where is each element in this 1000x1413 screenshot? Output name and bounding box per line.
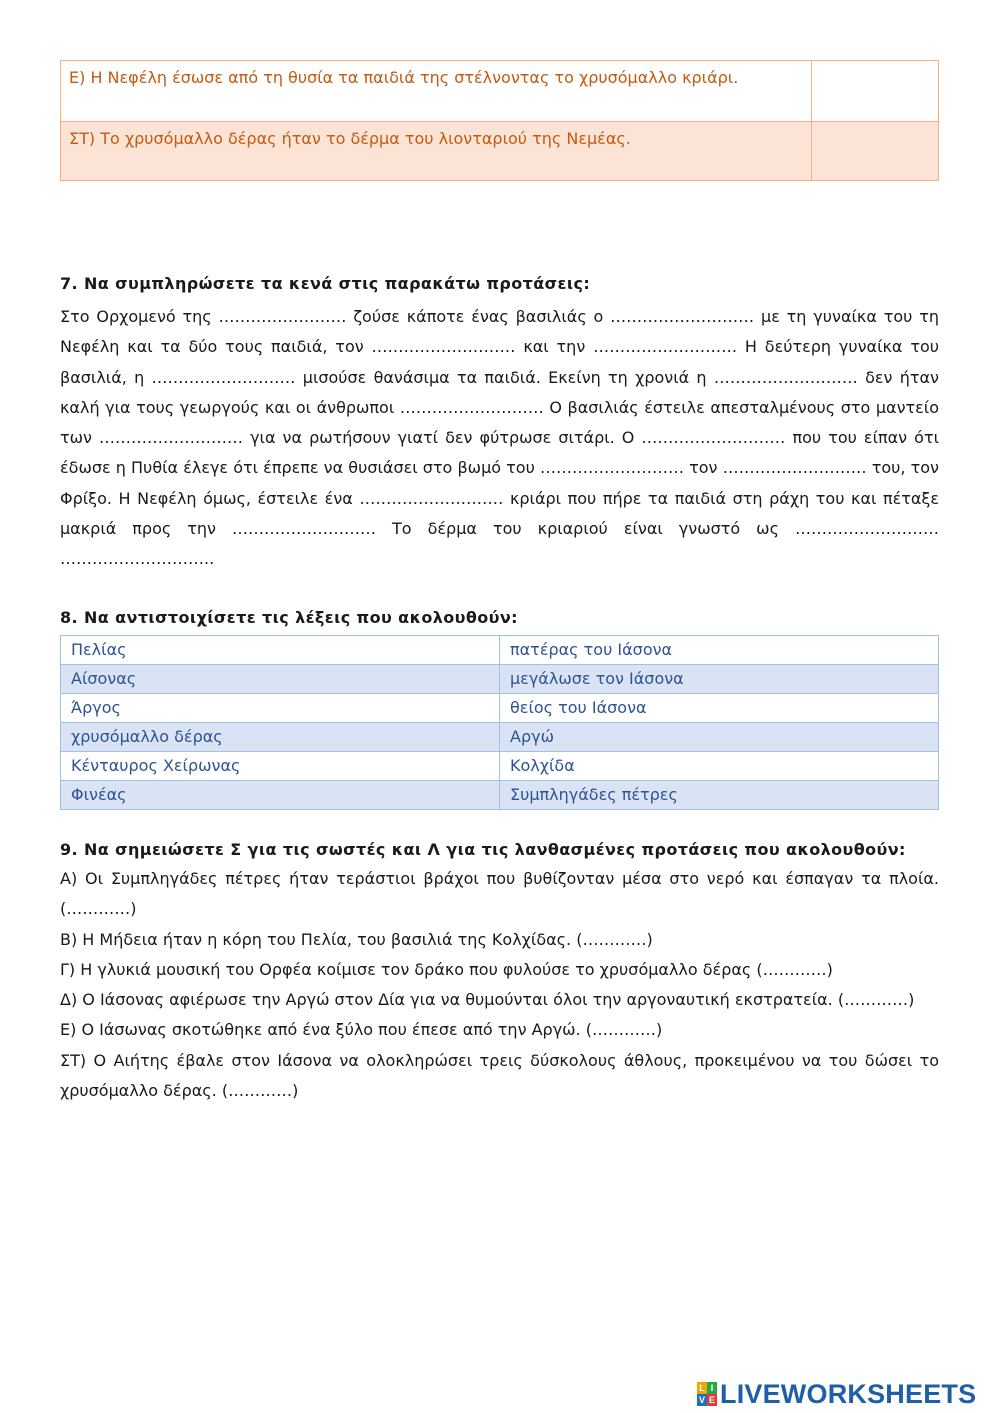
list-item: ΣΤ) Ο Αιήτης έβαλε στον Ιάσονα να ολοκληρώσει τρεις δύσκολους άθλους, προκειμένου να του δώσει το χρυσόμαλλο δέρας. (…………) <box>60 1050 939 1101</box>
match-left-cell[interactable]: Κένταυρος Χείρωνας <box>61 752 500 781</box>
answer-cell[interactable] <box>812 61 939 122</box>
logo-letter: I <box>707 1382 717 1394</box>
fill-in-blanks-text: Στο Ορχομενό της …………………… ζούσε κάποτε ένας βασιλιάς ο ……………………… με τη γυναίκα του τη Νεφέλη και τα δύο τους παιδιά, τον ……………………… και την ……………………… Η δεύτερη γυναίκα του βασιλιά, η ……………………… μισούσε θανάσιμα τα παιδιά. Εκείνη τη χρονιά η ……………………… δεν ήταν καλή για τους γεωργούς και οι άνθρωποι ……………………… Ο βασιλιάς έστειλε απεσταλμένους στο μαντείο των ……………………… για να ρωτήσουν γιατί δεν φύτρωσε σιτάρι. Ο ……………………… που του είπαν ότι έδωσε η Πυθία έλεγε ότι έπρεπε να θυσιάσει στο βωμό του ……………………… τον ……………………… του, τον Φρίξο. Η Νεφέλη όμως, έστειλε ένα ……………………… κριάρι που πήρε τα παιδιά στη ράχη του και πέταξε μακριά προς την ……………………… Το δέρμα του κριαριού είναι γνωστό ως ……………………… ……………………….. <box>60 307 939 569</box>
table-row <box>61 665 939 694</box>
table-row <box>61 723 939 752</box>
statement-cell: Ε) Η Νεφέλη έσωσε από τη θυσία τα παιδιά της στέλνοντας το χρυσόμαλλο κριάρι. <box>61 61 812 122</box>
match-left-cell[interactable]: Πελίας <box>61 636 500 665</box>
match-right-cell[interactable]: Συμπληγάδες πέτρες <box>500 781 939 810</box>
table-row <box>61 122 939 181</box>
worksheet-page <box>60 60 939 1101</box>
liveworksheets-logo <box>697 1379 976 1409</box>
logo-mark-icon <box>697 1382 717 1406</box>
match-right-cell[interactable]: μεγάλωσε τον Ιάσονα <box>500 665 939 694</box>
match-right-cell[interactable]: Αργώ <box>500 723 939 752</box>
list-item: Δ) Ο Ιάσονας αφιέρωσε την Αργώ στον Δία για να θυμούνται όλοι την αργοναυτική εκστρατεία. (…………) <box>60 990 915 1010</box>
table-row <box>61 694 939 723</box>
logo-letter: L <box>697 1382 707 1394</box>
match-left-cell[interactable]: Αίσονας <box>61 665 500 694</box>
table-row <box>61 636 939 665</box>
table-row <box>61 781 939 810</box>
match-right-cell[interactable]: Κολχίδα <box>500 752 939 781</box>
matching-table <box>60 635 939 810</box>
question-7-title: 7. Να συμπληρώσετε τα κενά στις παρακάτω προτάσεις: <box>60 274 591 293</box>
true-false-list <box>60 864 939 1106</box>
match-right-cell[interactable]: θείος του Ιάσονα <box>500 694 939 723</box>
statement-cell: ΣΤ) Το χρυσόμαλλο δέρας ήταν το δέρμα του λιονταριού της Νεμέας. <box>61 122 812 181</box>
list-item: Β) Η Μήδεια ήταν η κόρη του Πελία, του βασιλιά της Κολχίδας. (…………) <box>60 929 653 949</box>
question-9-title: 9. Να σημειώσετε Σ για τις σωστές και Λ για τις λανθασμένες προτάσεις που ακολουθούν: <box>60 840 906 859</box>
match-left-cell[interactable]: χρυσόμαλλο δέρας <box>61 723 500 752</box>
match-left-cell[interactable]: Άργος <box>61 694 500 723</box>
true-false-table-6 <box>60 60 939 181</box>
list-item: Ε) Ο Ιάσωνας σκοτώθηκε από ένα ξύλο που έπεσε από την Αργώ. (…………) <box>60 1020 663 1040</box>
logo-letter: V <box>698 1395 705 1405</box>
list-item: Α) Οι Συμπληγάδες πέτρες ήταν τεράστιοι βράχοι που βυθίζονταν μέσα στο νερό και έσπαγαν τα πλοία. (…………) <box>60 869 939 919</box>
match-right-cell[interactable]: πατέρας του Ιάσονα <box>500 636 939 665</box>
list-item: Γ) Η γλυκιά μουσική του Ορφέα κοίμισε τον δράκο που φυλούσε το χρυσόμαλλο δέρας (…………) <box>60 959 833 979</box>
table-row <box>61 61 939 122</box>
table-row <box>61 752 939 781</box>
match-left-cell[interactable]: Φινέας <box>61 781 500 810</box>
answer-cell[interactable] <box>812 122 939 181</box>
logo-text: LIVEWORKSHEETS <box>720 1378 977 1409</box>
question-8-title: 8. Να αντιστοιχίσετε τις λέξεις που ακολουθούν: <box>60 608 518 627</box>
logo-letter: E <box>708 1395 715 1405</box>
